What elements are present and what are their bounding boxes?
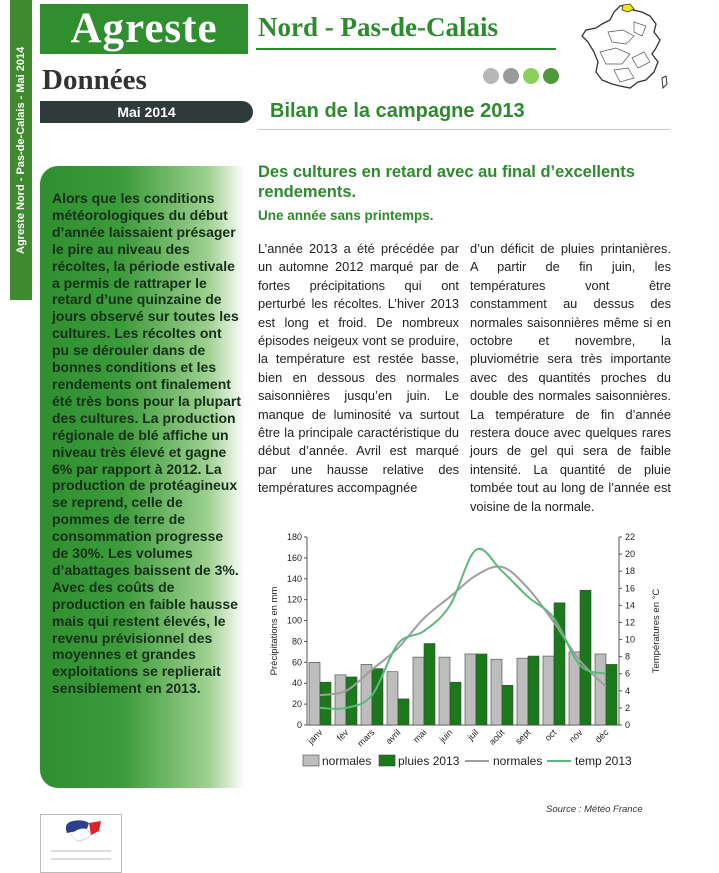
x-tick-label: mai (411, 727, 429, 745)
y2-tick-label: 2 (625, 702, 631, 713)
x-tick-label: oct (542, 727, 559, 743)
y-tick-label: 140 (286, 573, 302, 584)
y-tick-label: 160 (286, 552, 302, 563)
bar-normales (543, 656, 554, 725)
dot-1 (483, 68, 499, 84)
report-title: Bilan de la campagne 2013 (270, 100, 525, 122)
bar-pluies-2013 (398, 699, 409, 725)
weather-chart (255, 525, 705, 775)
brand-title: Agreste (40, 4, 248, 54)
x-tick-label: août (486, 727, 507, 747)
y-tick-label: 40 (291, 678, 302, 689)
y2-tick-label: 12 (625, 617, 636, 628)
y-tick-label: 100 (286, 615, 302, 626)
legend-label-normales-line: normales (493, 754, 543, 768)
article-column-2: d’un déficit de pluies printanières. A partir de fin juin, les températures vont être constamment au dessus des normales saisonnières même si en octobre et novembre, la pluviométrie sera très importante avec des quantités proches du double des normales saisonnières. La température de fin d’année restera douce avec quelques rares jours de gel qui sera de faible intensité. La quantité de pluie tombée tout au long de l’année est voisine de la normale. (470, 241, 671, 514)
bar-normales (517, 658, 528, 725)
dot-2 (503, 68, 519, 84)
bar-normales (439, 657, 450, 725)
y-tick-label: 80 (291, 636, 302, 647)
y2-tick-label: 22 (625, 532, 636, 542)
bar-normales (465, 654, 476, 725)
bar-normales (413, 657, 424, 725)
bar-pluies-2013 (320, 682, 331, 725)
region-title: Nord - Pas-de-Calais (258, 12, 498, 42)
y2-tick-label: 16 (625, 583, 636, 594)
x-tick-label: juin (437, 727, 455, 745)
x-tick-label: avril (383, 727, 403, 747)
y2-tick-label: 18 (625, 566, 636, 577)
summary-text: Alors que les conditions météorologiques du début d’année laissaient présager le pire au niveau des récoltes, la période estivale a permis de rattraper le retard d’une quinzaine de jours observé sur toutes les cultures. Les récoltes ont pu se dérouler dans de bonnes conditions et les rendements ont finalement été très bons pour la plupart des cultures. La production régionale de blé affiche un niveau très élevé et gagne 6% par rapport à 2012. La production de protéagineux se reprend, celle de pommes de terre de consommation progresse de 30%. Les volumes d’abattages baissent de 3%. Avec des coûts de production en faible hausse mais qui restent élevés, le revenu prévisionnel des moyennes et grandes exploitations se replierait sensiblement en 2013. (52, 190, 242, 697)
x-tick-label: déc (593, 727, 611, 745)
y2-tick-label: 20 (625, 549, 636, 560)
x-tick-label: nov (567, 727, 585, 745)
y-axis-title: Précipitations en mm (269, 586, 280, 676)
bar-pluies-2013 (606, 664, 617, 725)
x-tick-label: sept (513, 727, 533, 747)
y-tick-label: 180 (286, 532, 302, 542)
republique-francaise-logo (40, 814, 122, 873)
article-column-1: L’année 2013 a été précédée par un automne 2012 marqué par de fortes précipitations qui ont perturbé les récoltes. L’hiver 2013 est long et froid. De nombreux épisodes neigeux vont se produire, la température est restée basse, bien en dessous des normales saisonnières jusqu’en juin. Le manque de luminosité va surtout être la principale caractéristique du début d’année. Avril est marqué par une hausse relative des températures accompagnée (258, 241, 459, 496)
y2-tick-label: 0 (625, 720, 631, 730)
y-tick-label: 20 (291, 699, 302, 710)
legend-label-normales-bar: normales (322, 754, 372, 768)
side-band-text: Agreste Nord - Pas-de-Calais - Mai 2014 (15, 46, 27, 254)
header-rule (256, 48, 556, 50)
bar-pluies-2013 (450, 682, 461, 725)
bar-normales (387, 672, 398, 725)
legend-label-pluies-2013: pluies 2013 (398, 754, 460, 768)
y2-tick-label: 6 (625, 668, 631, 679)
bar-pluies-2013 (580, 590, 591, 725)
legend-swatch-pluies-2013 (379, 755, 395, 766)
bar-normales (595, 654, 606, 725)
dot-4 (543, 68, 559, 84)
y2-tick-label: 8 (625, 651, 631, 662)
legend-swatch-normales-bar (303, 755, 319, 766)
bar-normales (309, 662, 320, 725)
bar-normales (491, 659, 502, 725)
y-tick-label: 0 (296, 720, 302, 730)
bar-pluies-2013 (528, 656, 539, 725)
source-note: Source : Météo France (546, 804, 643, 815)
bar-normales (335, 675, 346, 725)
bar-pluies-2013 (502, 685, 513, 725)
y-tick-label: 60 (291, 657, 302, 668)
article-heading: Des cultures en retard avec au final d’excellents rendements. (258, 163, 635, 201)
y2-tick-label: 4 (625, 685, 631, 696)
legend-label-temp-2013: temp 2013 (575, 754, 632, 768)
y-tick-label: 120 (286, 594, 302, 605)
title-rule (258, 129, 670, 130)
y2-axis-title: Températures en °C (651, 588, 662, 674)
y2-tick-label: 14 (625, 600, 636, 611)
doc-type: Données (42, 64, 147, 96)
bar-pluies-2013 (424, 644, 435, 725)
publication-date: Mai 2014 (40, 101, 253, 123)
x-tick-label: janv (305, 727, 325, 747)
y2-tick-label: 10 (625, 634, 636, 645)
x-tick-label: mars (355, 727, 377, 749)
x-tick-label: juil (465, 727, 481, 743)
france-map-icon (578, 2, 670, 94)
dot-3 (523, 68, 539, 84)
x-tick-label: fév (334, 727, 351, 743)
article-subheading: Une année sans printemps. (258, 208, 434, 223)
bar-pluies-2013 (476, 654, 487, 725)
decorative-dots (483, 68, 559, 84)
